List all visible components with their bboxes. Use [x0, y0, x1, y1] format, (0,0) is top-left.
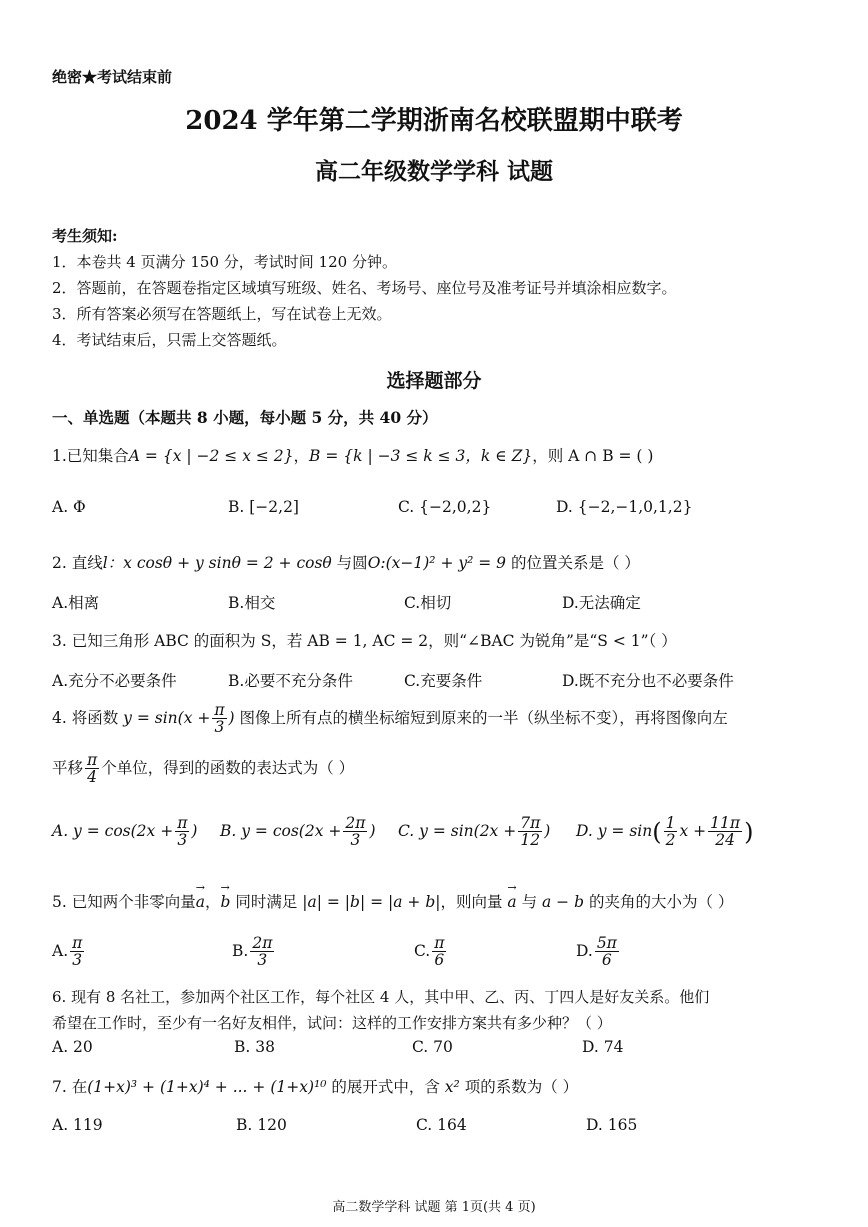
q5-option-c: C. $\frac{\pi}{6}$ [414, 934, 445, 970]
q1-option-a: A. Φ [52, 498, 86, 516]
page-footer: 高二数学学科 试题 第 1页(共 4 页) [332, 1200, 536, 1215]
confidential-label: 绝密★考试结束前 [52, 68, 173, 86]
q4-option-b: B. y = cos(2x + $\frac{2\pi}{3}$ ) [220, 814, 376, 850]
q1-set-a: A = {x | −2 ≤ x ≤ 2} [128, 447, 294, 465]
q7-option-c: C. 164 [416, 1116, 467, 1134]
q2-option-a: A.相离 [52, 594, 100, 612]
q7-option-b: B. 120 [236, 1116, 287, 1134]
q2-option-c: C.相切 [404, 594, 452, 612]
notice-heading: 考生须知: [52, 227, 118, 245]
q2-circle-eq: O:(x−1)² + y² = 9 [367, 554, 507, 572]
q1-option-d: D. {−2,−1,0,1,2} [556, 498, 693, 516]
q3-option-d: D.既不充分也不必要条件 [562, 672, 734, 690]
question-2 [52, 551, 640, 573]
notice-item: 2．答题前，在答题卷指定区域填写班级、姓名、考场号、座位号及准考证号并填涂相应数字。 [52, 279, 677, 297]
q6-option-c: C. 70 [412, 1038, 453, 1056]
question-4-line2: 平移 $\frac{\pi}{4}$ 个单位，得到的函数的表达式为（ ） [52, 751, 355, 787]
q5-vector-a: → a [196, 893, 205, 911]
q6-option-b: B. 38 [234, 1038, 275, 1056]
notice-item: 3．所有答案必须写在答题纸上，写在试卷上无效。 [52, 305, 392, 323]
q4-middle: 图像上所有点的横坐标缩短到原来的一半（纵坐标不变），再将图像向左 [239, 708, 728, 727]
q4-option-a: A. y = cos(2x + $\frac{\pi}{3}$ ) [52, 814, 198, 850]
notice-item: 4．考试结束后，只需上交答题纸。 [52, 331, 287, 349]
q2-mid: 与圆 [331, 554, 368, 572]
q2-suffix: 的位置关系是（ ） [506, 554, 640, 572]
question-1 [52, 444, 653, 466]
q5-condition: |a| = |b| = |a + b| [302, 893, 441, 911]
question-3: 3. 已知三角形 ABC 的面积为 S，若 AB = 1, AC = 2，则“∠BAC 为锐角”是“S < 1”（ ） [52, 632, 677, 650]
exam-title: 2024 学年第二学期浙南名校联盟期中联考 [185, 106, 683, 136]
part-heading: 一、单选题（本题共 8 小题，每小题 5 分，共 40 分） [52, 408, 438, 427]
q7-option-d: D. 165 [586, 1116, 638, 1134]
q5-option-d: D. $\frac{5\pi}{6}$ [576, 934, 617, 970]
q3-option-c: C.充要条件 [404, 672, 483, 690]
q4-func-fraction: $\frac{\pi}{3}$ [214, 701, 225, 737]
q1-comma: ， [293, 447, 310, 465]
q4-shift-fraction: $\frac{\pi}{4}$ [87, 751, 98, 787]
q6-option-a: A. 20 [52, 1038, 93, 1056]
q4-prefix: 4. 将函数 [52, 708, 119, 727]
q1-suffix: ，则 A ∩ B = ( ) [532, 447, 654, 465]
question-5: 5. 已知两个非零向量→ a，→ b 同时满足 |a| = |b| = |a + b|，则向量 → a 与 a − b 的夹角的大小为（ ） [52, 890, 733, 912]
q5-vector-diff: a − b [542, 893, 585, 911]
q7-term: x² [444, 1078, 460, 1096]
q2-line-eq: l：x cosθ + y sinθ = 2 + cosθ [102, 554, 332, 572]
question-6-line2: 希望在工作时，至少有一名好友相伴，试问：这样的工作安排方案共有多少种？（ ） [52, 1014, 612, 1032]
q2-option-d: D.无法确定 [562, 594, 641, 612]
q6-option-d: D. 74 [582, 1038, 624, 1056]
q5-vector-b: → b [220, 893, 230, 911]
q2-prefix: 2. 直线 [52, 554, 103, 572]
q4-function: y = sin(x + [123, 708, 211, 727]
exam-subtitle: 高二年级数学学科 试题 [314, 158, 553, 185]
q7-option-a: A. 119 [52, 1116, 103, 1134]
q5-option-a: A. $\frac{\pi}{3}$ [52, 934, 83, 970]
q1-prefix: 1.已知集合 [52, 447, 129, 465]
question-6-line1: 6. 现有 8 名社工，参加两个社区工作，每个社区 4 人，其中甲、乙、丙、丁四人是好友关系。他们 [52, 988, 710, 1006]
q1-option-c: C. {−2,0,2} [398, 498, 492, 516]
q5-option-b: B. $\frac{2\pi}{3}$ [232, 934, 273, 970]
q4-option-d: D. y = sin( $\frac{1}{2}$ x + $\frac{11\pi}{24}$ ) [576, 814, 754, 850]
q1-option-b: B. [−2,2] [228, 498, 299, 516]
q1-set-b: B = {k | −3 ≤ k ≤ 3，k ∈ Z} [309, 447, 533, 465]
q3-option-b: B.必要不充分条件 [228, 672, 353, 690]
q4-option-c: C. y = sin(2x + $\frac{7\pi}{12}$ ) [398, 814, 551, 850]
question-7: 7. 在(1+x)³ + (1+x)⁴ + ... + (1+x)¹⁰ 的展开式中，含 x² 项的系数为（ ） [52, 1078, 579, 1096]
q7-expression: (1+x)³ + (1+x)⁴ + ... + (1+x)¹⁰ [87, 1078, 327, 1096]
q3-option-a: A.充分不必要条件 [52, 672, 177, 690]
q2-option-b: B.相交 [228, 594, 276, 612]
notice-item: 1．本卷共 4 页满分 150 分，考试时间 120 分钟。 [52, 253, 397, 271]
section-title: 选择题部分 [386, 370, 482, 392]
question-4: 4. 将函数 y = sin(x + $\frac{\pi}{3}$ ) 图像上所有点的横坐标缩短到原来的一半（纵坐标不变），再将图像向左 [52, 701, 728, 737]
